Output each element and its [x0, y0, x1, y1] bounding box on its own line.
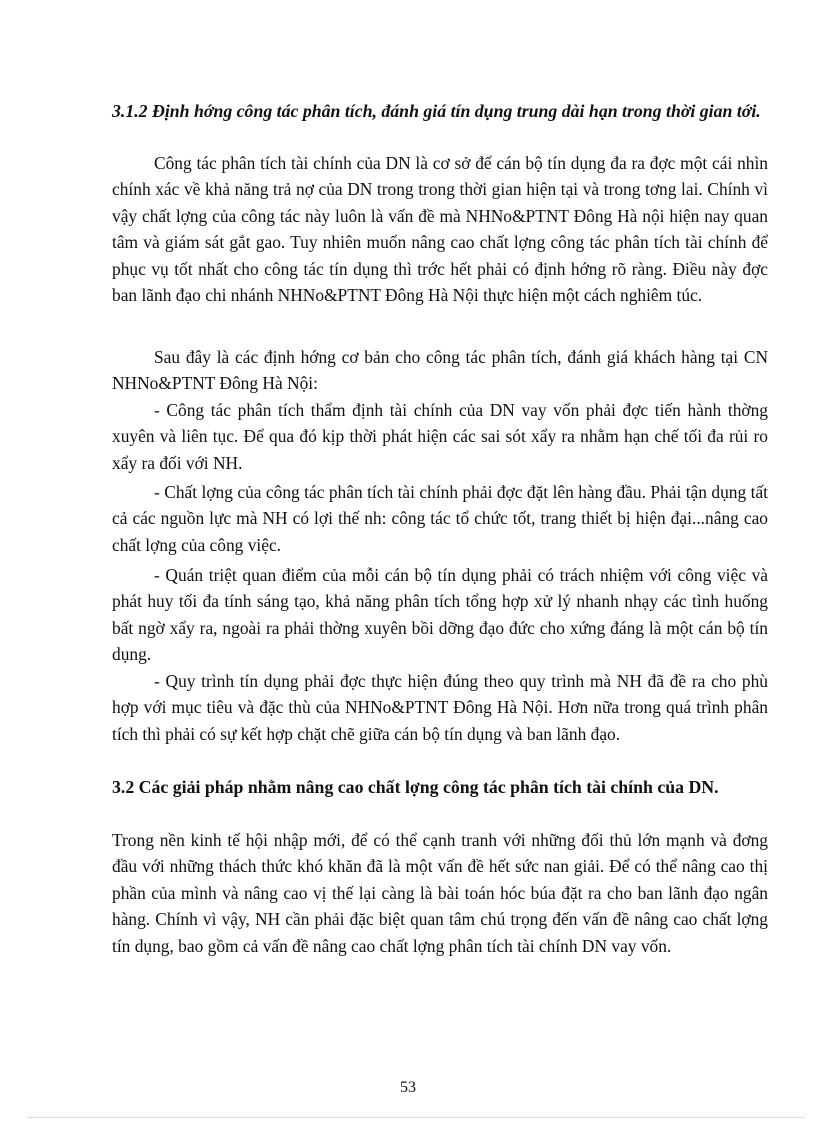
bullet-item-4: - Quy trình tín dụng phải đợc thực hiện đúng theo quy trình mà NH đã đề ra cho phù hợp với mục tiêu và đặc thù của NHNo&PTNT Đông Hà Nội. Hơn nữa trong quá trình phân tích thì phải có sự kết hợp chặt chẽ giữa cán bộ tín dụng và ban lãnh đạo. [112, 671, 768, 744]
paragraph-solutions: Trong nền kinh tế hội nhập mới, để có thể cạnh tranh với những đối thủ lớn mạnh và đơng đầu với những thách thức khó khăn đã là một vấn đề hết sức nan giải. Để có thể nâng cao thị phần của mình và nâng cao vị thế lại càng là bài toán hóc búa đặt ra cho ban lãnh đạo ngân hàng. Chính vì vậy, NH cần phải đặc biệt quan tâm chú trọng đến vấn đề nâng cao chất lợng tín dụng, bao gồm cả vấn đề nâng cao chất lợng phân tích tài chính DN vay vốn. [112, 830, 768, 956]
paragraph-intro: Công tác phân tích tài chính của DN là cơ sở để cán bộ tín dụng đa ra đợc một cái nhìn chính xác về khả năng trả nợ của DN trong trong thời gian hiện tại và trong tơng lai. Chính vì vậy chất lợng của công tác này luôn là vấn đề mà NHNo&PTNT Đông Hà nội hiện nay quan tâm và giám sát gắt gao. Tuy nhiên muốn nâng cao chất lợng công tác phân tích tài chính để phục vụ tốt nhất cho công tác tín dụng thì trớc hết phải có định hớng rõ ràng. Điều này đợc ban lãnh đạo chi nhánh NHNo&PTNT Đông Hà Nội thực hiện một cách nghiêm túc. [112, 153, 768, 306]
page-number: 53 [400, 1079, 416, 1096]
section-heading-3-1-2: 3.1.2 Định hớng công tác phân tích, đánh giá tín dụng trung dài hạn trong thời gian tới. [112, 101, 761, 121]
page-bottom-divider [28, 1117, 804, 1118]
section-heading-3-2: 3.2 Các giải pháp nhằm nâng cao chất lợng công tác phân tích tài chính của DN. [112, 777, 719, 797]
bullet-item-1: - Công tác phân tích thẩm định tài chính của DN vay vốn phải đợc tiến hành thờng xuyên và liên tục. Để qua đó kịp thời phát hiện các sai sót xẩy ra nhằm hạn chế tối đa rủi ro xẩy ra đối với NH. [112, 400, 768, 473]
bullet-item-3: - Quán triệt quan điểm của mỗi cán bộ tín dụng phải có trách nhiệm với công việc và phát huy tối đa tính sáng tạo, khả năng phân tích tổng hợp xử lý nhanh nhạy các tình huống bất ngờ xẩy ra, ngoài ra phải thờng xuyên bồi dỡng đạo đức cho xứng đáng là một cán bộ tín dụng. [112, 565, 768, 665]
bullet-item-2: - Chất lợng của công tác phân tích tài chính phải đợc đặt lên hàng đầu. Phải tận dụng tất cả các nguồn lực mà NH có lợi thế nh: công tác tổ chức tốt, trang thiết bị hiện đại...nâng cao chất lợng của công việc. [112, 482, 768, 555]
paragraph-orientation-lead: Sau đây là các định hớng cơ bản cho công tác phân tích, đánh giá khách hàng tại CN NHNo&PTNT Đông Hà Nội: [112, 347, 768, 394]
